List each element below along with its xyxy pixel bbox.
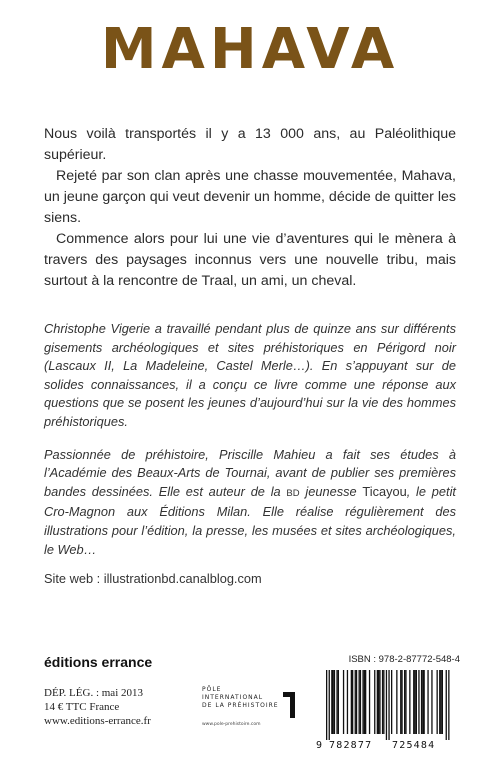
barcode-bar [383, 670, 384, 734]
barcode-bar [374, 670, 375, 734]
barcode-bar [437, 670, 438, 734]
illustrator-bio-part1: Passionnée de préhistoire, Priscille Mahieu a fait ses études à l’Académie des Beaux-Arts de Tournai, avant de publier ses premières bandes dessinées. Elle est auteur de la [44, 446, 456, 499]
barcode-bar [396, 670, 397, 734]
site-web: Site web : illustrationbd.canalblog.com [44, 571, 262, 586]
pole-line-2: INTERNATIONAL [202, 694, 264, 701]
barcode-bar [377, 670, 378, 734]
barcode-bar [409, 670, 410, 734]
barcode-bar [414, 670, 415, 734]
barcode-bar [355, 670, 356, 734]
barcode-bar [386, 670, 387, 740]
barcode-bar [326, 670, 327, 740]
barcode-bar [439, 670, 440, 734]
barcode-bar [336, 670, 337, 734]
barcode-bar [431, 670, 432, 734]
summary-paragraph-2: Rejeté par son clan après une chasse mouvementée, Mahava, un jeune garçon qui veut devenir un homme, décide de quitter les siens. [44, 168, 456, 226]
barcode-bar [400, 670, 401, 734]
barcode-bar [352, 670, 353, 734]
illustrator-bio-ticayou: Ticayou [362, 483, 407, 499]
barcode-bar [365, 670, 366, 734]
barcode-bar [413, 670, 414, 734]
barcode-bar [401, 670, 402, 734]
barcode-bar [334, 670, 335, 734]
legal-price: 14 € TTC France [44, 701, 120, 713]
barcode-bar [424, 670, 425, 734]
barcode-bar [446, 670, 447, 740]
barcode-digit-first: 9 [316, 740, 323, 751]
barcode-bar [422, 670, 423, 734]
barcode-bar [359, 670, 360, 734]
barcode-bar [379, 670, 380, 734]
illustrator-bio [44, 446, 456, 560]
barcode-bar [388, 670, 389, 740]
barcode-bar [369, 670, 370, 734]
barcode-bar [427, 670, 428, 734]
barcode-bar [382, 670, 383, 734]
barcode-bar [391, 670, 392, 734]
barcode-bar [329, 670, 330, 740]
barcode-bar [338, 670, 339, 734]
barcode-bar [351, 670, 352, 734]
legal-depot: DÉP. LÉG. : mai 2013 [44, 687, 143, 699]
barcode [312, 668, 462, 752]
barcode-bar [416, 670, 417, 734]
barcode-digits-right: 725484 [392, 740, 436, 751]
barcode-bar [343, 670, 344, 734]
book-title: MAHAVA [100, 17, 400, 82]
barcode-bar [356, 670, 357, 734]
summary-paragraph-3: Commence alors pour lui une vie d’aventures qui le mènera à travers des paysages inconnus vers une nouvelle tribu, mais surtout à la rencontre de Traal, un ami, un cheval. [44, 231, 456, 289]
pole-line-1: PÔLE [202, 686, 222, 693]
isbn: ISBN : 978-2-87772-548-4 [348, 654, 460, 665]
publisher-logo: éditions errance [44, 654, 153, 670]
summary-paragraph-1: Nous voilà transportés il y a 13 000 ans, au Paléolithique supérieur. [44, 126, 456, 163]
barcode-bar [440, 670, 441, 734]
corner-mark-icon [283, 692, 295, 718]
author-bio: Christophe Vigerie a travaillé pendant plus de quinze ans sur différents gisements archéologiques et sites préhistoriques en Périgord noir (Lascaux II, La Madeleine, Castel Merle…). En s’appuyant sur de solides connaissances, il a conçu ce livre comme une réponse aux questions que se posent les jeunes d’aujourd’hui sur la vie des hommes préhistoriques. [44, 321, 456, 429]
barcode-bar [448, 670, 449, 740]
barcode-bar [405, 670, 406, 734]
legal-website: www.editions-errance.fr [44, 715, 151, 727]
pole-line-3: DE LA PRÉHISTOIRE [202, 702, 279, 709]
summary-text [44, 124, 456, 292]
illustrator-bio-bd: BD [286, 487, 300, 499]
barcode-bar [360, 670, 361, 734]
legal-info [44, 686, 151, 728]
pole-url: www.pole-prehistoire.com [202, 722, 261, 727]
barcode-bar [362, 670, 363, 734]
barcode-bar [421, 670, 422, 734]
illustrator-bio-part2: jeunesse [299, 483, 363, 499]
biographies [44, 320, 456, 573]
barcode-bar [378, 670, 379, 734]
barcode-bar [418, 670, 419, 734]
barcode-digits-left: 782877 [329, 740, 373, 751]
barcode-bar [442, 670, 443, 734]
barcode-bar [331, 670, 332, 734]
barcode-bar [404, 670, 405, 734]
barcode-bar [347, 670, 348, 734]
barcode-bar [333, 670, 334, 734]
barcode-image [312, 668, 462, 752]
illustrator-bio-part3: , le petit Cro-Magnon aux Éditions Milan. Elle réalise régulièrement des illustrations pour l’édition, la presse, les musées et sites archéologiques, le Web… [44, 483, 456, 557]
barcode-bar [364, 670, 365, 734]
pole-prehistoire-logo [202, 686, 312, 746]
